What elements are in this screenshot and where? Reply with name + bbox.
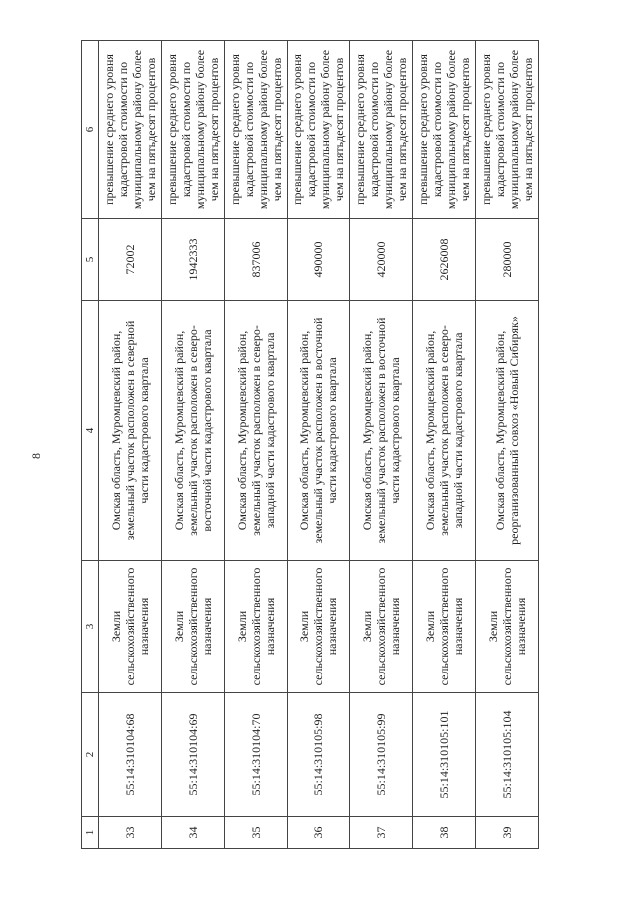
column-header: 5 [82,219,99,301]
cadastral-number: 55:14:310104:70 [224,693,287,817]
page-number: 8 [29,453,43,459]
plot-location: Омская область, Муромцевский район, земельный участок расположен в северо-западной части кадастрового квартала [224,301,287,561]
cadastral-number: 55:14:310105:104 [476,693,539,817]
land-category: Земли сельскохозяйственного назначения [350,561,413,693]
land-category: Земли сельскохозяйственного назначения [476,561,539,693]
inclusion-reason: превышение среднего уровня кадастровой стоимости по муниципальному району более чем на пятьдесят процентов [161,41,224,219]
column-header: 6 [82,41,99,219]
plot-location: Омская область, Муромцевский район, земельный участок расположен в северо-восточной части кадастрового квартала [161,301,224,561]
table-row [161,41,224,849]
row-number: 39 [476,817,539,849]
rotated-table-wrapper [81,41,539,849]
column-header: 4 [82,301,99,561]
inclusion-reason: превышение среднего уровня кадастровой стоимости по муниципальному району более чем на пятьдесят процентов [413,41,476,219]
plot-location: Омская область, Муромцевский район, реорганизованный совхоз «Новый Сибиряк» [476,301,539,561]
land-category: Земли сельскохозяйственного назначения [287,561,350,693]
table-row [99,41,162,849]
plot-location: Омская область, Муромцевский район, земельный участок расположен в северо-западной части кадастрового квартала [413,301,476,561]
land-category: Земли сельскохозяйственного назначения [99,561,162,693]
cadastral-value: 837006 [224,219,287,301]
cadastral-number: 55:14:310105:99 [350,693,413,817]
cadastral-value: 490000 [287,219,350,301]
inclusion-reason: превышение среднего уровня кадастровой стоимости по муниципальному району более чем на пятьдесят процентов [287,41,350,219]
cadastral-number: 55:14:310104:69 [161,693,224,817]
table-row [413,41,476,849]
plot-location: Омская область, Муромцевский район, земельный участок расположен в восточной части кадастрового квартала [287,301,350,561]
row-number: 35 [224,817,287,849]
table-row [287,41,350,849]
inclusion-reason: превышение среднего уровня кадастровой стоимости по муниципальному району более чем на пятьдесят процентов [350,41,413,219]
column-header: 2 [82,693,99,817]
table-row [476,41,539,849]
cadastral-value: 1942333 [161,219,224,301]
cadastral-value: 280000 [476,219,539,301]
plot-location: Омская область, Муромцевский район, земельный участок расположен в восточной части кадастрового квартала [350,301,413,561]
cadastral-number: 55:14:310105:98 [287,693,350,817]
table-row [224,41,287,849]
cadastral-value: 2626008 [413,219,476,301]
column-header: 3 [82,561,99,693]
table-row [350,41,413,849]
table-body [82,41,539,849]
land-plots-table [81,40,539,849]
inclusion-reason: превышение среднего уровня кадастровой стоимости по муниципальному району более чем на пятьдесят процентов [224,41,287,219]
land-category: Земли сельскохозяйственного назначения [413,561,476,693]
plot-location: Омская область, Муромцевский район, земельный участок расположен в северной части кадастрового квартала [99,301,162,561]
cadastral-number: 55:14:310104:68 [99,693,162,817]
inclusion-reason: превышение среднего уровня кадастровой стоимости по муниципальному району более чем на пятьдесят процентов [476,41,539,219]
row-number: 36 [287,817,350,849]
land-category: Земли сельскохозяйственного назначения [161,561,224,693]
cadastral-number: 55:14:310105:101 [413,693,476,817]
column-header: 1 [82,817,99,849]
row-number: 34 [161,817,224,849]
row-number: 37 [350,817,413,849]
column-number-row [82,41,99,849]
cadastral-value: 72002 [99,219,162,301]
inclusion-reason: превышение среднего уровня кадастровой стоимости по муниципальному району более чем на пятьдесят процентов [99,41,162,219]
row-number: 38 [413,817,476,849]
cadastral-value: 420000 [350,219,413,301]
land-category: Земли сельскохозяйственного назначения [224,561,287,693]
row-number: 33 [99,817,162,849]
